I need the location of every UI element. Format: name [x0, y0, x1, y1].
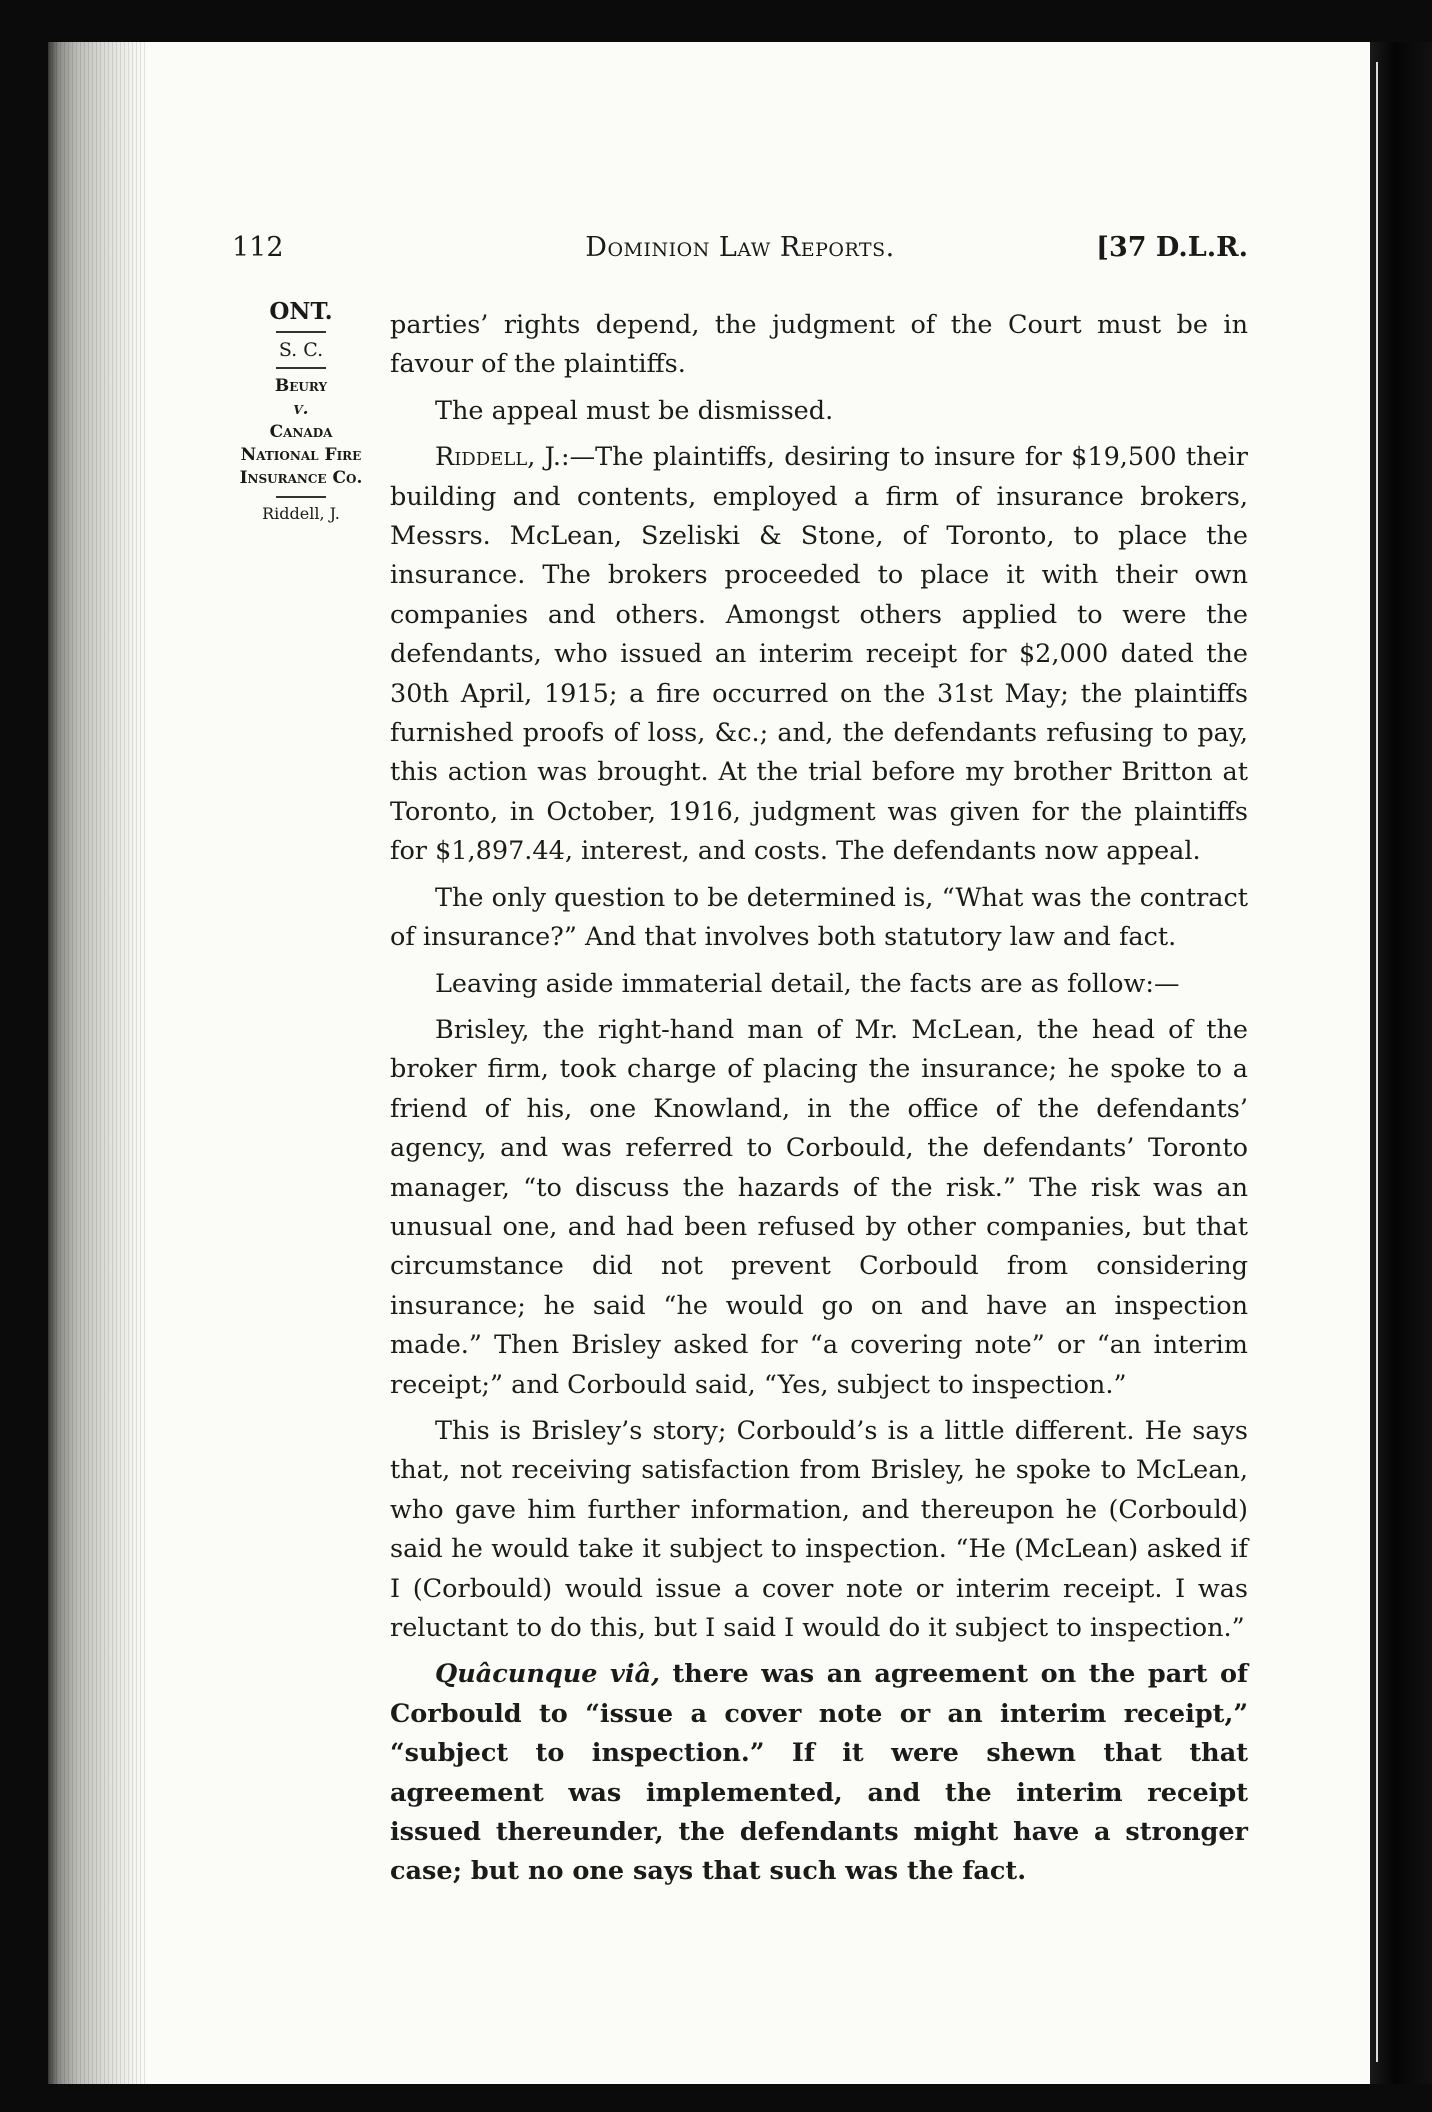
page-edge-shadow	[48, 42, 146, 2084]
province-label: ONT.	[269, 298, 333, 325]
paragraph: Leaving aside immaterial detail, the facts are as follow:—	[435, 968, 1180, 999]
latin-phrase: Quâcunque viâ,	[435, 1659, 660, 1690]
judge-name: Riddell, J.	[435, 442, 561, 473]
paragraph-conclusion	[390, 1655, 1248, 1891]
paragraph: The only question to be determined is, “What was the contract of insurance?” And that involves both statutory law and fact.	[390, 882, 1248, 953]
divider	[276, 367, 326, 369]
margin-notes	[236, 298, 366, 523]
case-defendant: Canada National Fire Insurance Co.	[239, 422, 363, 488]
body-text	[390, 306, 1248, 1899]
facing-page-edge	[1370, 42, 1432, 2084]
case-name	[236, 375, 366, 490]
case-plaintiff: Beury	[274, 376, 328, 396]
volume-reference: [37 D.L.R.	[1096, 232, 1248, 263]
paragraph-text: there was an agreement on the part of Corbould to “issue a cover note or an interim receipt,” “subject to inspection.” If it were shewn that that agreement was implemented, and the interim receipt issued thereunder, the defendants might have a stronger case; but no one says that such was the fact.	[390, 1659, 1248, 1887]
running-head	[232, 232, 1248, 272]
court-label: S. C.	[278, 339, 324, 361]
paragraph: Brisley, the right-hand man of Mr. McLean, the head of the broker firm, took charge of placing the insurance; he spoke to a friend of his, one Knowland, in the office of the defendants’ agency, and was referred to Corbould, the defendants’ Toronto manager, “to discuss the hazards of the risk.” The risk was an unusual one, and had been refused by other companies, but that circumstance did not prevent Corbould from considering insurance; he said “he would go on and have an inspection made.” Then Brisley asked for “a covering note” or “an interim receipt;” and Corbould said, “Yes, subject to inspection.”	[390, 1014, 1248, 1400]
divider	[276, 496, 326, 498]
divider	[276, 331, 326, 333]
judge-label: Riddell, J.	[262, 504, 340, 523]
paragraph-text: :—The plaintiffs, desiring to insure for $19,500 their building and contents, employed a firm of insurance brokers, Messrs. McLean, Szeliski & Stone, of Toronto, to place the insurance. The brokers proceeded to place it with their own companies and others. Amongst others applied to were the defendants, who issued an interim receipt for $2,000 dated the 30th April, 1915; a fire occurred on the 31st May; the plaintiffs furnished proofs of loss, &c.; and, the defendants refusing to pay, this action was brought. At the trial before my brother Britton at Toronto, in October, 1916, judgment was given for the plaintiffs for $1,897.44, interest, and costs. The defendants now appeal.	[390, 442, 1248, 867]
paragraph: This is Brisley’s story; Corbould’s is a little different. He says that, not receiving satisfaction from Brisley, he spoke to McLean, who gave him further information, and thereupon he (Corbould) said he would take it subject to inspection. “He (McLean) asked if I (Corbould) would issue a cover note or interim receipt. I was reluctant to do this, but I said I would do it subject to inspection.”	[390, 1415, 1248, 1643]
paragraph-riddell-opening	[390, 438, 1248, 871]
case-versus: v.	[293, 399, 309, 419]
paragraph: The appeal must be dismissed.	[435, 395, 834, 426]
paragraph-continuation: parties’ rights depend, the judgment of the Court must be in favour of the plaintiffs.	[390, 310, 1248, 380]
page-number: 112	[232, 232, 284, 263]
running-title: Dominion Law Reports.	[585, 232, 895, 263]
